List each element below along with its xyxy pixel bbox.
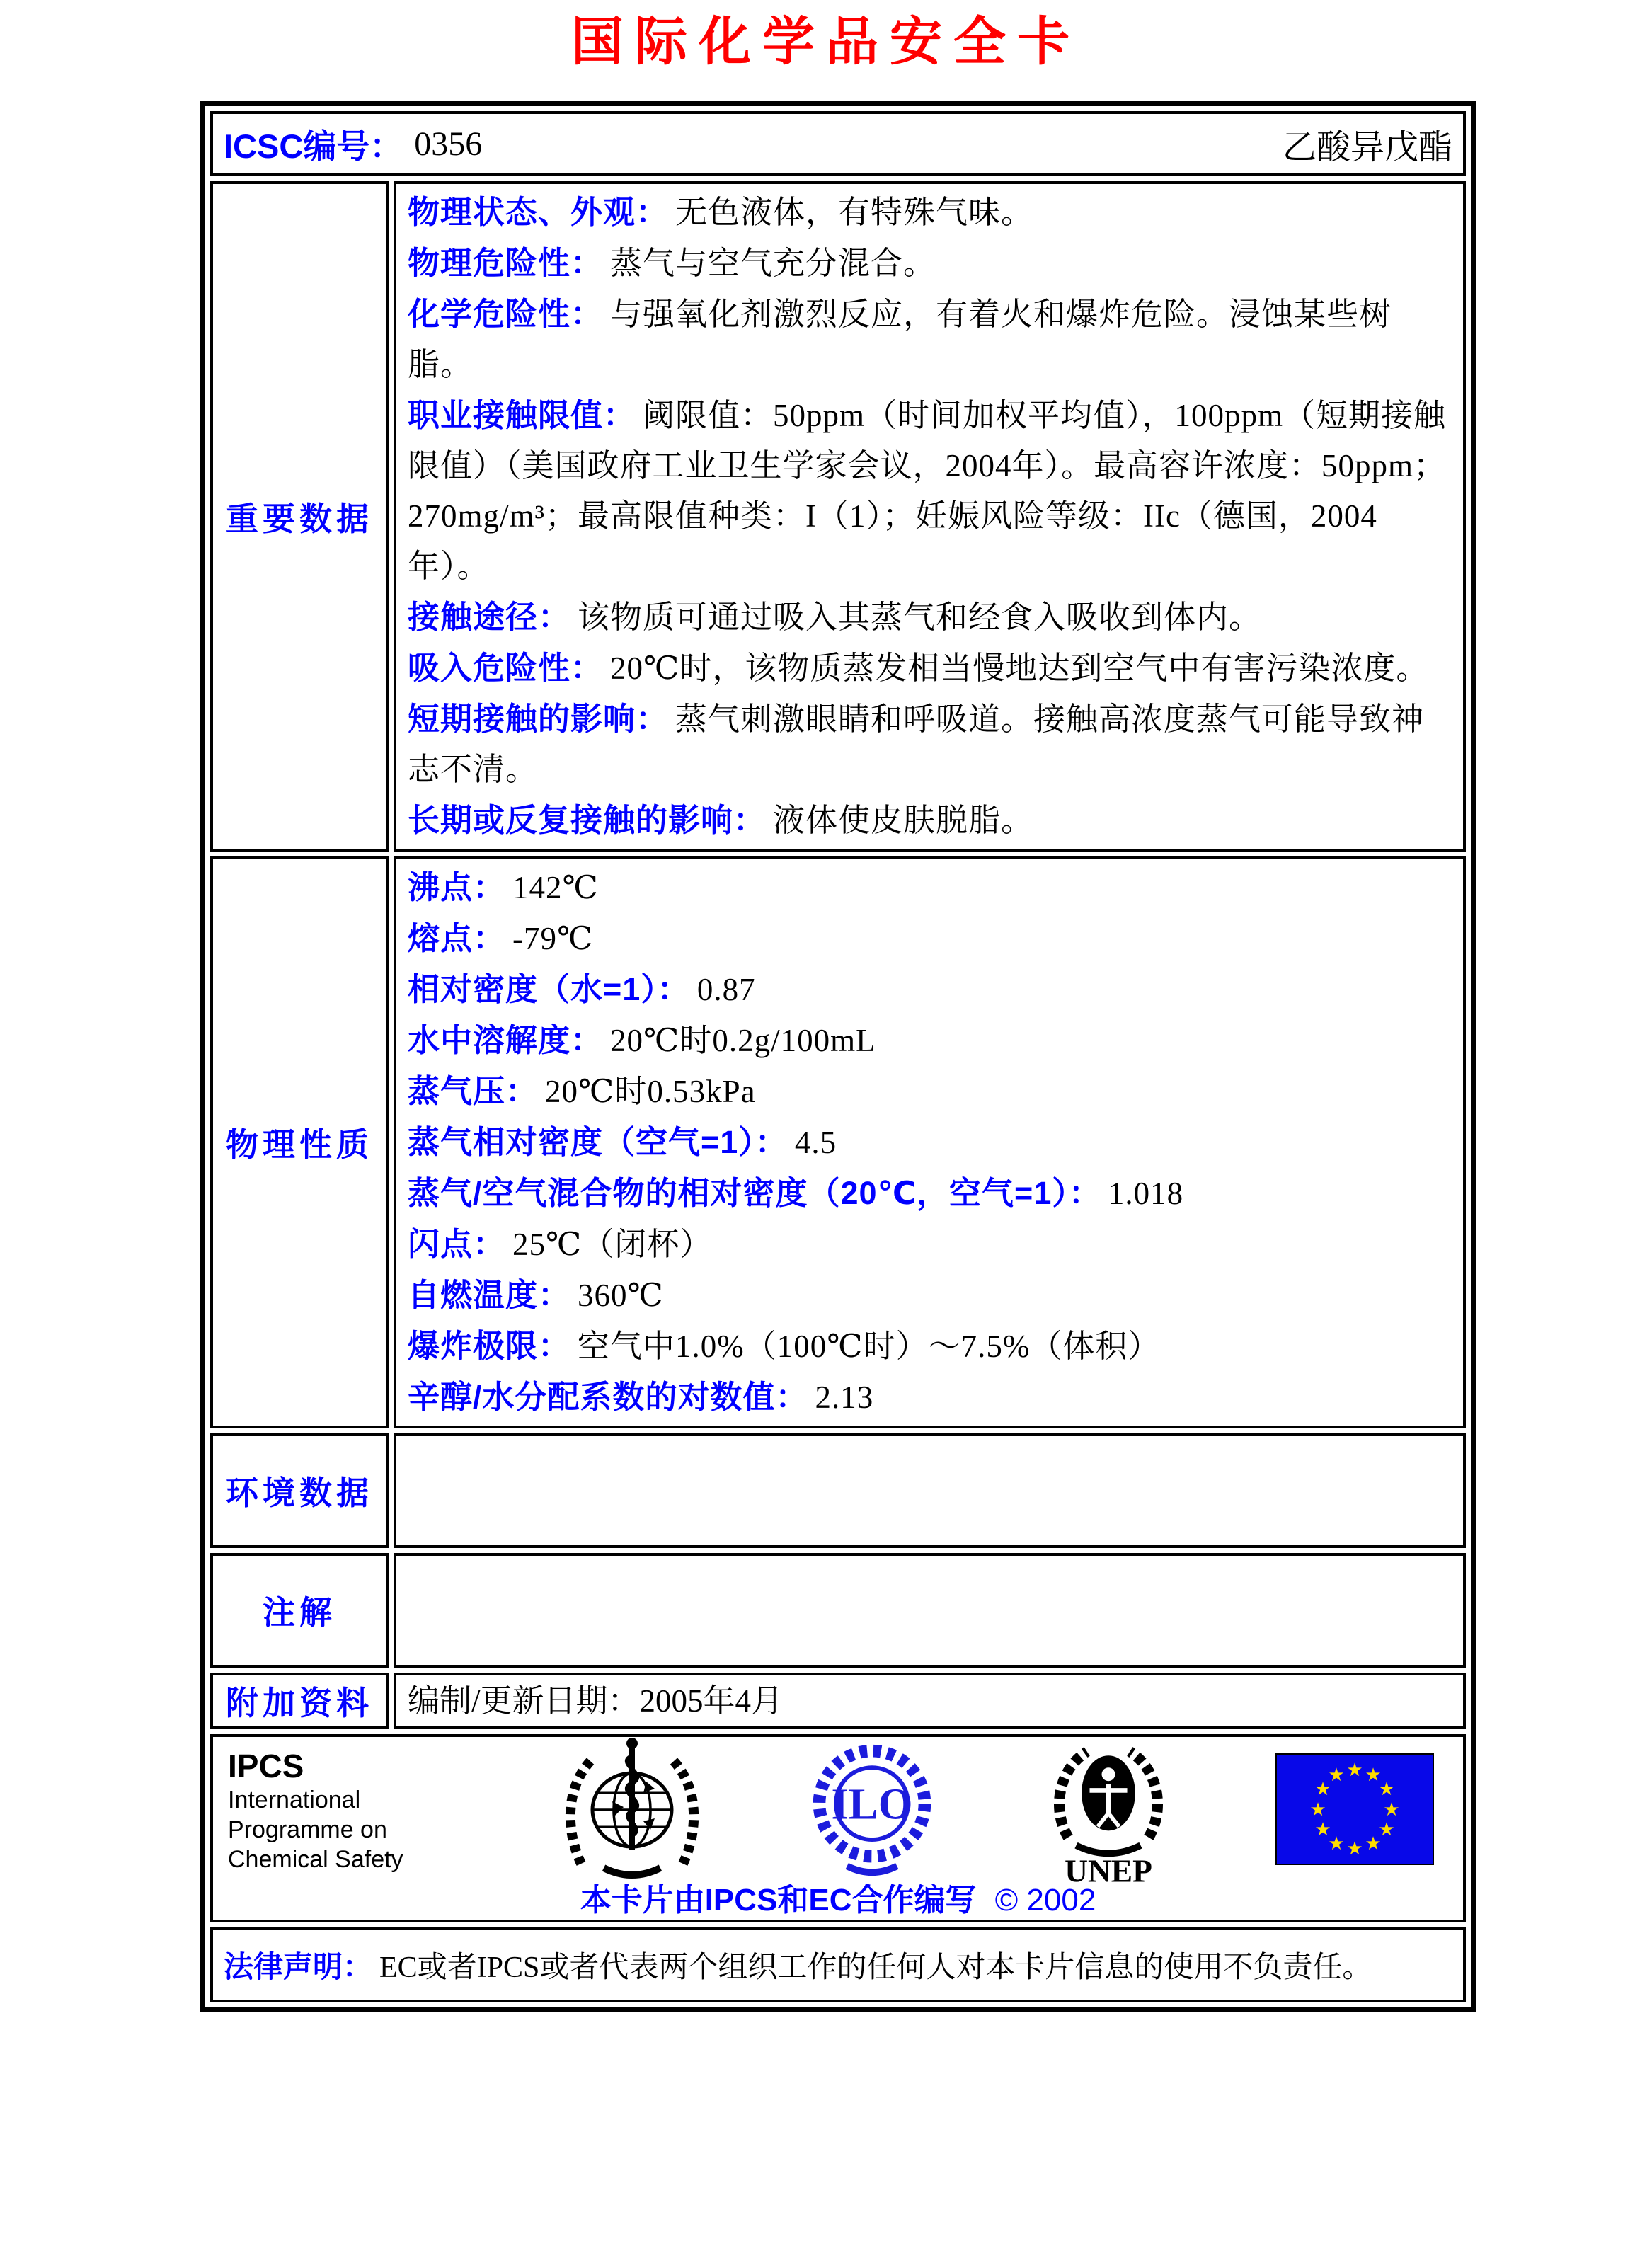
legal-row: [210, 1927, 1466, 2002]
field-label: 长期或反复接触的影响：: [408, 802, 767, 838]
section-label-important-data: 重要数据: [210, 181, 389, 852]
header-content: [214, 115, 1462, 173]
field-value: 与强氧化剂激烈反应，有着火和爆炸危险。浸蚀某些树脂。: [408, 297, 1392, 382]
svg-text:★: ★: [1383, 1799, 1400, 1820]
field-value: 20℃时0.2g/100mL: [610, 1023, 876, 1058]
section-label-physical-properties: 物理性质: [210, 856, 389, 1428]
important-data-row: [210, 181, 1466, 852]
field-value: 4.5: [794, 1125, 837, 1160]
icsc-number-group: [224, 120, 482, 168]
environmental-data-content: [394, 1433, 1466, 1548]
additional-info-row: [210, 1673, 1466, 1729]
important-data-item: [408, 643, 1452, 694]
field-value: 蒸气刺激眼睛和呼吸道。接触高浓度蒸气可能导致神志不清。: [408, 701, 1425, 787]
legal-cell: [210, 1927, 1466, 2002]
physical-property-item: [408, 1270, 1452, 1321]
svg-text:★: ★: [1328, 1833, 1345, 1854]
field-label: 沸点：: [408, 869, 506, 905]
header-row: [210, 111, 1466, 176]
field-value: 25℃（闭杯）: [512, 1227, 713, 1262]
field-value: 蒸气与空气充分混合。: [610, 246, 936, 281]
field-value: 20℃时0.53kPa: [545, 1074, 756, 1109]
field-value: 阈限值：50ppm（时间加权平均值），100ppm（短期接触限值）（美国政府工业卫生学家会议，2004年）。最高容许浓度：50ppm；270mg/m³；最高限值种类：I（1）；妊娠风险等级：IIc（德国，2004年）。: [408, 398, 1447, 584]
notes-content: [394, 1553, 1466, 1668]
field-label: 自燃温度：: [408, 1277, 571, 1313]
physical-property-item: [408, 964, 1452, 1015]
important-data-item: [408, 238, 1452, 289]
field-label: 物理状态、外观：: [408, 194, 669, 230]
svg-text:★: ★: [1365, 1764, 1382, 1785]
svg-text:★: ★: [1309, 1799, 1326, 1820]
svg-text:★: ★: [1314, 1818, 1331, 1840]
unep-logo-icon: [1041, 1734, 1176, 1889]
field-value: 空气中1.0%（100℃时）～7.5%（体积）: [578, 1329, 1161, 1364]
field-value: 0.87: [696, 972, 756, 1007]
field-value: 20℃时，该物质蒸发相当慢地达到空气中有害污染浓度。: [610, 650, 1429, 686]
physical-properties-content: [394, 856, 1466, 1428]
environmental-data-row: [210, 1433, 1466, 1548]
field-label: 相对密度（水=1）：: [408, 971, 690, 1007]
field-label: 吸入危险性：: [408, 650, 604, 686]
legal-text: EC或者IPCS或者代表两个组织工作的任何人对本卡片信息的使用不负责任。: [379, 1951, 1372, 1984]
copyright-line: [214, 1882, 1462, 1919]
logo-strip: [214, 1738, 1462, 1886]
important-data-item: [408, 187, 1452, 238]
additional-info-content: [394, 1673, 1466, 1729]
physical-property-item: [408, 862, 1452, 913]
svg-text:ILO: ILO: [831, 1779, 913, 1829]
copyright-text: 本卡片由IPCS和EC合作编写: [580, 1883, 977, 1917]
chemical-name: 乙酸异戊酯: [1282, 128, 1452, 166]
field-label: 辛醇/水分配系数的对数值：: [408, 1379, 808, 1415]
section-label-notes: 注解: [210, 1553, 389, 1668]
icsc-number-value: 0356: [414, 125, 483, 163]
field-value: 无色液体，有特殊气味。: [675, 195, 1034, 230]
logos-row: [210, 1734, 1466, 1922]
eu-flag-icon: [1275, 1753, 1434, 1869]
field-value: 142℃: [512, 870, 599, 905]
physical-property-item: [408, 1117, 1452, 1168]
important-data-item: [408, 390, 1452, 592]
section-label-environmental-data: 环境数据: [210, 1433, 389, 1548]
ipcs-acronym: IPCS: [228, 1748, 304, 1784]
header-cell: [210, 111, 1466, 176]
physical-property-item: [408, 913, 1452, 964]
legal-content: [214, 1931, 1462, 1999]
field-label: 水中溶解度：: [408, 1022, 604, 1058]
page-title: 国际化学品安全卡: [571, 13, 1081, 71]
field-label: 爆炸极限：: [408, 1328, 571, 1364]
field-value: 360℃: [578, 1278, 664, 1313]
important-data-item: [408, 592, 1452, 643]
legal-label: 法律声明：: [224, 1950, 373, 1983]
field-label: 蒸气/空气混合物的相对密度（20℃，空气=1）：: [408, 1175, 1101, 1211]
field-value: 该物质可通过吸入其蒸气和经食入吸收到体内。: [578, 600, 1262, 635]
field-label: 蒸气相对密度（空气=1）：: [408, 1124, 788, 1160]
ipcs-line2: Programme on: [228, 1816, 387, 1843]
section-label-additional-info: 附加资料: [210, 1673, 389, 1729]
field-label: 化学危险性：: [408, 296, 604, 332]
svg-text:★: ★: [1346, 1838, 1363, 1859]
ilo-logo-icon: [803, 1738, 941, 1884]
svg-text:★: ★: [1314, 1778, 1331, 1799]
update-date: 编制/更新日期：2005年4月: [408, 1683, 784, 1719]
who-logo-icon: [561, 1736, 703, 1886]
important-data-item: [408, 795, 1452, 846]
field-value: 1.018: [1108, 1176, 1184, 1211]
physical-property-item: [408, 1168, 1452, 1219]
svg-text:★: ★: [1328, 1764, 1345, 1785]
icsc-number-label: ICSC编号：: [224, 127, 403, 165]
field-label: 蒸气压：: [408, 1073, 539, 1109]
important-data-item: [408, 289, 1452, 390]
field-label: 接触途径：: [408, 599, 571, 635]
ipcs-line1: International: [228, 1787, 361, 1813]
field-label: 短期接触的影响：: [408, 701, 669, 737]
physical-property-item: [408, 1321, 1452, 1372]
physical-property-item: [408, 1372, 1452, 1423]
icsc-card-table: [200, 101, 1476, 2012]
ipcs-line3: Chemical Safety: [228, 1846, 403, 1873]
field-value: -79℃: [512, 921, 594, 956]
logos-cell: [210, 1734, 1466, 1922]
physical-property-item: [408, 1015, 1452, 1066]
field-label: 职业接触限值：: [408, 397, 636, 433]
field-value: 液体使皮肤脱脂。: [773, 803, 1034, 838]
physical-property-item: [408, 1066, 1452, 1117]
svg-text:★: ★: [1365, 1833, 1382, 1854]
notes-row: [210, 1553, 1466, 1668]
field-value: 2.13: [815, 1380, 874, 1415]
unep-caption: UNEP: [1065, 1852, 1152, 1886]
field-label: 闪点：: [408, 1226, 506, 1262]
important-data-content: [394, 181, 1466, 852]
field-label: 物理危险性：: [408, 245, 604, 281]
ipcs-text-block: [228, 1747, 461, 1874]
physical-properties-row: [210, 856, 1466, 1428]
field-label: 熔点：: [408, 920, 506, 956]
copyright-year: © 2002: [994, 1883, 1096, 1917]
svg-text:★: ★: [1346, 1759, 1363, 1780]
svg-text:★: ★: [1378, 1818, 1395, 1840]
svg-text:★: ★: [1378, 1778, 1395, 1799]
important-data-item: [408, 694, 1452, 795]
physical-property-item: [408, 1219, 1452, 1270]
